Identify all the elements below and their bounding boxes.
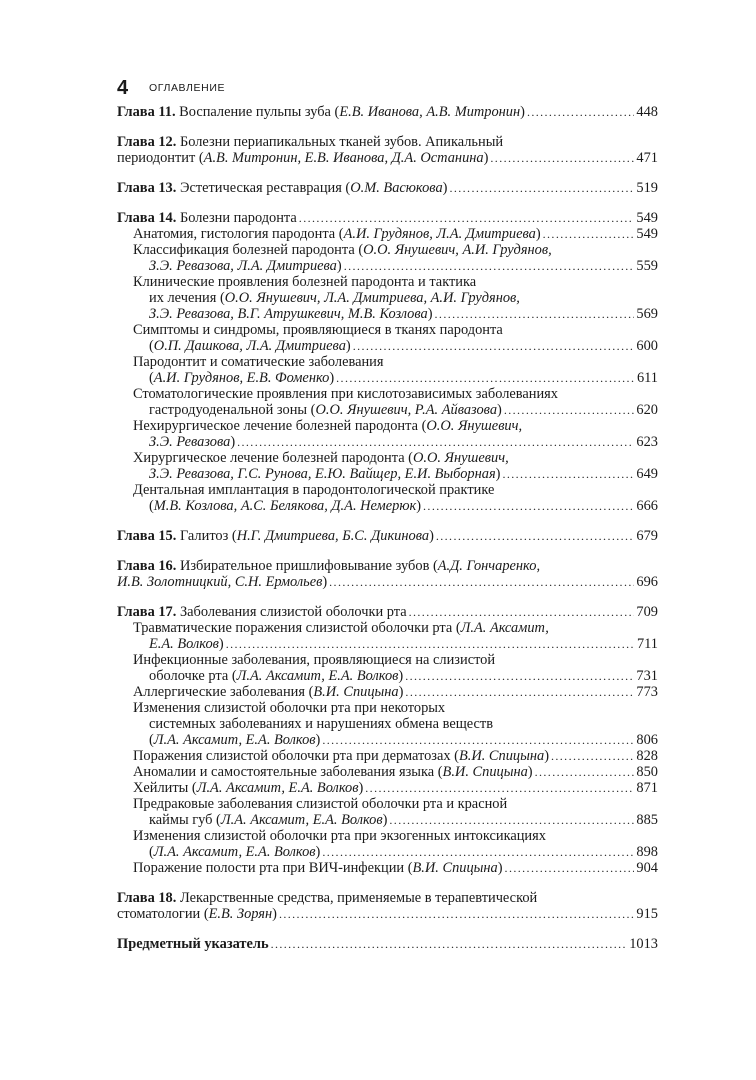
section-entry [117, 482, 658, 514]
author-names: З.Э. Ревазова, В.Г. Атрушкевич, М.В. Козлова [149, 306, 428, 322]
section-line [149, 338, 658, 354]
entry-title: системных заболеваниях и нарушениях обмена веществ [149, 716, 494, 732]
entry-title: ) [497, 860, 503, 876]
entry-title: Предраковые заболевания слизистой оболочки рта и красной [133, 796, 508, 812]
entry-title: ) [315, 732, 321, 748]
page-ref: 904 [636, 860, 658, 876]
chapter-line [117, 604, 658, 620]
leader-dots [423, 498, 634, 514]
section-line [133, 226, 658, 242]
entry-text [149, 636, 226, 652]
chapter-entry [117, 936, 658, 952]
author-names: О.П. Дашкова, Л.А. Дмитриева [153, 338, 346, 354]
entry-title: ) [382, 812, 388, 828]
entry-title: Пародонтит и соматические заболевания [133, 354, 384, 370]
page-ref: 898 [636, 844, 658, 860]
page-ref: 885 [636, 812, 658, 828]
section-line [133, 354, 658, 370]
section-line [149, 668, 658, 684]
entry-title: ) [345, 338, 351, 354]
entry-title: ( [149, 732, 154, 748]
entry-title: Нехирургическое лечение болезней пародонта ( [133, 418, 427, 434]
entry-title: гастродуоденальной зоны ( [149, 402, 316, 418]
leader-dots [299, 210, 635, 226]
section-line [133, 274, 658, 290]
chapter-label: Глава 13. [117, 180, 177, 196]
leader-dots [279, 906, 634, 922]
page-ref: 850 [636, 764, 658, 780]
section-entry [117, 274, 658, 322]
entry-text [149, 402, 504, 418]
leader-dots [365, 780, 634, 796]
entry-text [117, 906, 279, 922]
author-names: А.Д. Гончаренко, [437, 558, 541, 574]
page-ref: 1013 [629, 936, 658, 952]
entry-title: ) [315, 844, 321, 860]
author-names: З.Э. Ревазова [149, 434, 231, 450]
entry-title: ) [544, 748, 549, 764]
entry-title: ) [520, 104, 525, 120]
page-ref: 773 [636, 684, 658, 700]
section-entry [117, 780, 658, 796]
chapter-line [117, 936, 658, 952]
entry-text [149, 258, 344, 274]
leader-dots [436, 528, 635, 544]
entry-title: Поражение полости рта при ВИЧ-инфекции ( [133, 860, 413, 876]
page-ref: 448 [636, 104, 658, 120]
page-ref: 623 [636, 434, 658, 450]
page-ref: 559 [636, 258, 658, 274]
section-line [133, 684, 658, 700]
leader-dots [271, 936, 628, 952]
section-line [133, 482, 658, 498]
entry-title: оболочке рта ( [149, 668, 237, 684]
chapter-line [117, 574, 658, 590]
author-names: М.В. Козлова, А.С. Белякова, Д.А. Немерюк [153, 498, 417, 514]
entry-title: Анатомия, гистология пародонта ( [133, 226, 344, 242]
chapter-label: Глава 12. [117, 134, 177, 150]
chapter-entry [117, 180, 658, 196]
entry-title: ) [336, 258, 342, 274]
leader-dots [449, 180, 634, 196]
author-names: В.И. Спицына [412, 860, 498, 876]
entry-title: ) [322, 574, 328, 590]
chapter-entry [117, 890, 658, 922]
chapter-label: Глава 14. [117, 210, 177, 226]
chapter-line [117, 134, 658, 150]
entry-title: Симптомы и синдромы, проявляющиеся в тканях пародонта [133, 322, 503, 338]
author-names: А.И. Грудянов, Е.В. Фоменко [153, 370, 330, 386]
chapter-label: Предметный указатель [117, 936, 269, 952]
leader-dots [527, 104, 634, 120]
section-line [149, 466, 658, 482]
section-entry [117, 764, 658, 780]
entry-title: ) [497, 402, 502, 418]
page-ref: 666 [636, 498, 658, 514]
entry-text [133, 748, 551, 764]
leader-dots [389, 812, 634, 828]
section-entry [117, 322, 658, 354]
section-line [133, 764, 658, 780]
page-ref: 549 [636, 210, 658, 226]
section-title: ОГЛАВЛЕНИЕ [149, 82, 226, 94]
entry-text [117, 936, 271, 952]
chapter-entry [117, 558, 658, 590]
page-ref: 471 [636, 150, 658, 166]
page-ref: 871 [636, 780, 658, 796]
entry-text [149, 844, 322, 860]
section-line [133, 652, 658, 668]
section-line [133, 700, 658, 716]
author-names: З.Э. Ревазова, Г.С. Рунова, Е.Ю. Вайщер, Е.И. Выборная [149, 466, 496, 482]
leader-dots [405, 668, 634, 684]
entry-title: Болезни пародонта [176, 210, 297, 226]
entry-title: ) [527, 764, 533, 780]
author-names: Е.В. Зорян [208, 906, 273, 922]
entry-title: ) [483, 150, 489, 166]
author-names: О.О. Янушевич, Р.А. Айвазова [315, 402, 498, 418]
entry-title: Клинические проявления болезней пародонта и тактика [133, 274, 477, 290]
page-number: 4 [117, 77, 129, 99]
entry-title: Дентальная имплантация в пародонтологической практике [133, 482, 495, 498]
running-header [117, 78, 657, 102]
leader-dots [336, 370, 635, 386]
author-names: З.Э. Ревазова, Л.А. Дмитриева [149, 258, 337, 274]
leader-dots [405, 684, 634, 700]
entry-title: ) [358, 780, 364, 796]
section-line [149, 498, 658, 514]
entry-text [149, 498, 423, 514]
entry-title: Болезни периапикальных тканей зубов. Апикальный [176, 134, 504, 150]
section-entry [117, 450, 658, 482]
entry-title: каймы губ ( [149, 812, 221, 828]
entry-text [117, 150, 490, 166]
section-entry [117, 828, 658, 860]
author-names: Л.А. Аксамит, Е.А. Волков [153, 844, 316, 860]
author-names: О.О. Янушевич, Л.А. Дмитриева, А.И. Грудянов, [224, 290, 520, 306]
section-line [133, 828, 658, 844]
chapter-entry [117, 604, 658, 876]
entry-title: Травматические поражения слизистой оболочки рта ( [133, 620, 461, 636]
author-names: А.И. Грудянов, Л.А. Дмитриева [343, 226, 536, 242]
page-ref: 620 [636, 402, 658, 418]
author-names: О.О. Янушевич, [426, 418, 523, 434]
author-names: Л.А. Аксамит, Е.А. Волков [153, 732, 316, 748]
entry-title: Инфекционные заболевания, проявляющиеся на слизистой [133, 652, 496, 668]
entry-title: Аллергические заболевания ( [133, 684, 314, 700]
leader-dots [353, 338, 635, 354]
section-entry [117, 700, 658, 748]
entry-text [149, 434, 237, 450]
section-line [149, 402, 658, 418]
section-line [149, 290, 658, 306]
entry-text [117, 210, 299, 226]
section-line [149, 370, 658, 386]
author-names: В.И. Спицына [458, 748, 545, 764]
leader-dots [237, 434, 634, 450]
entry-text [117, 574, 329, 590]
page-ref: 828 [636, 748, 658, 764]
page-ref: 806 [636, 732, 658, 748]
author-names: Е.В. Иванова, А.В. Митронин [339, 104, 521, 120]
chapter-line [117, 180, 658, 196]
section-line [149, 636, 658, 652]
leader-dots [435, 306, 635, 322]
entry-title: Хейлиты ( [133, 780, 197, 796]
section-entry [117, 386, 658, 418]
entry-text [149, 668, 405, 684]
chapter-entry [117, 134, 658, 166]
leader-dots [490, 150, 634, 166]
chapter-line [117, 528, 658, 544]
table-of-contents [117, 104, 658, 966]
page-ref: 549 [636, 226, 658, 242]
chapter-label: Глава 18. [117, 890, 177, 906]
entry-title: ) [495, 466, 501, 482]
chapter-entry [117, 104, 658, 120]
section-line [133, 620, 658, 636]
section-line [133, 242, 658, 258]
entry-title: ) [442, 180, 448, 196]
section-line [133, 780, 658, 796]
author-names: О.М. Васюкова [350, 180, 443, 196]
entry-text [149, 466, 502, 482]
entry-title: ) [218, 636, 224, 652]
author-names: О.О. Янушевич, [412, 450, 509, 466]
section-line [133, 418, 658, 434]
leader-dots [322, 844, 634, 860]
entry-title: их лечения ( [149, 290, 225, 306]
author-names: Е.А. Волков [149, 636, 219, 652]
entry-title: стоматологии ( [117, 906, 209, 922]
entry-text [149, 306, 435, 322]
entry-title: ( [149, 844, 154, 860]
page-ref: 649 [636, 466, 658, 482]
page-ref: 731 [636, 668, 658, 684]
section-entry [117, 796, 658, 828]
section-line [149, 732, 658, 748]
entry-title: ( [149, 338, 154, 354]
author-names: Н.Г. Дмитриева, Б.С. Дикинова [236, 528, 430, 544]
section-line [149, 434, 658, 450]
entry-text [117, 528, 436, 544]
entry-text [133, 860, 505, 876]
leader-dots [535, 764, 635, 780]
section-line [149, 812, 658, 828]
leader-dots [551, 748, 634, 764]
entry-text [117, 180, 449, 196]
chapter-entry [117, 528, 658, 544]
section-entry [117, 226, 658, 242]
entry-text [133, 226, 543, 242]
page-ref: 711 [636, 636, 658, 652]
entry-title: Поражения слизистой оболочки рта при дерматозах ( [133, 748, 459, 764]
chapter-line [117, 210, 658, 226]
entry-title: ) [230, 434, 236, 450]
page-ref: 569 [636, 306, 658, 322]
entry-title: Изменения слизистой оболочки рта при экзогенных интоксикациях [133, 828, 546, 844]
page-ref: 611 [636, 370, 658, 386]
chapter-entry [117, 210, 658, 514]
leader-dots [409, 604, 635, 620]
entry-text [133, 780, 365, 796]
page-ref: 519 [636, 180, 658, 196]
author-names: Л.А. Аксамит, Е.А. Волков [196, 780, 359, 796]
entry-title: Классификация болезней пародонта ( [133, 242, 364, 258]
entry-title: ) [398, 684, 404, 700]
entry-text [149, 732, 322, 748]
leader-dots [329, 574, 634, 590]
chapter-line [117, 104, 658, 120]
author-names: Л.А. Аксамит, Е.А. Волков [220, 812, 383, 828]
chapter-line [117, 150, 658, 166]
author-names: А.В. Митронин, Е.В. Иванова, Д.А. Останина [203, 150, 484, 166]
section-line [133, 322, 658, 338]
chapter-line [117, 906, 658, 922]
section-line [133, 386, 658, 402]
author-names: О.О. Янушевич, А.И. Грудянов, [363, 242, 552, 258]
entry-text [133, 764, 535, 780]
entry-title: Изменения слизистой оболочки рта при некоторых [133, 700, 446, 716]
leader-dots [502, 466, 634, 482]
entry-title: ( [149, 498, 154, 514]
author-names: Л.А. Аксамит, Е.А. Волков [236, 668, 399, 684]
entry-text [117, 104, 527, 120]
page-ref: 696 [636, 574, 658, 590]
section-line [149, 258, 658, 274]
entry-title: Эстетическая реставрация ( [176, 180, 351, 196]
page-ref: 709 [636, 604, 658, 620]
entry-title: ) [427, 306, 433, 322]
section-entry [117, 354, 658, 386]
page-ref: 600 [636, 338, 658, 354]
leader-dots [322, 732, 634, 748]
entry-title: Избирательное пришлифовывание зубов ( [176, 558, 438, 574]
section-entry [117, 860, 658, 876]
leader-dots [344, 258, 635, 274]
chapter-label: Глава 11. [117, 104, 176, 120]
author-names: В.И. Спицына [313, 684, 399, 700]
entry-title: ) [398, 668, 404, 684]
section-entry [117, 684, 658, 700]
section-line [149, 716, 658, 732]
section-line [133, 450, 658, 466]
section-line [149, 306, 658, 322]
entry-text [149, 370, 336, 386]
section-line [149, 844, 658, 860]
section-entry [117, 748, 658, 764]
leader-dots [226, 636, 635, 652]
section-line [133, 860, 658, 876]
leader-dots [504, 402, 635, 418]
entry-title: Заболевания слизистой оболочки рта [176, 604, 407, 620]
entry-text [149, 338, 353, 354]
section-entry [117, 620, 658, 652]
entry-text [133, 684, 405, 700]
section-line [133, 796, 658, 812]
page-ref: 915 [636, 906, 658, 922]
author-names: В.И. Спицына [442, 764, 528, 780]
entry-title: ) [535, 226, 541, 242]
leader-dots [543, 226, 635, 242]
entry-text [149, 812, 389, 828]
page-ref: 679 [636, 528, 658, 544]
entry-title: ) [429, 528, 434, 544]
entry-title: ) [272, 906, 277, 922]
entry-title: ) [329, 370, 335, 386]
section-entry [117, 242, 658, 274]
chapter-label: Глава 17. [117, 604, 177, 620]
author-names: И.В. Золотницкий, С.Н. Ермольев [117, 574, 323, 590]
section-entry [117, 652, 658, 684]
chapter-label: Глава 16. [117, 558, 177, 574]
entry-title: Стоматологические проявления при кислотозависимых заболеваниях [133, 386, 558, 402]
entry-title: Хирургическое лечение болезней пародонта ( [133, 450, 413, 466]
entry-text [117, 604, 409, 620]
entry-title: ( [149, 370, 154, 386]
section-line [133, 748, 658, 764]
author-names: Л.А. Аксамит, [460, 620, 549, 636]
chapter-label: Глава 15. [117, 528, 177, 544]
entry-title: ) [416, 498, 422, 514]
entry-title: Аномалии и самостоятельные заболевания языка ( [133, 764, 443, 780]
entry-title: периодонтит ( [117, 150, 204, 166]
section-entry [117, 418, 658, 450]
chapter-line [117, 890, 658, 906]
entry-title: Галитоз ( [176, 528, 237, 544]
entry-title: Лекарственные средства, применяемые в терапевтической [176, 890, 538, 906]
leader-dots [505, 860, 635, 876]
entry-title: Воспаление пульпы зуба ( [175, 104, 340, 120]
chapter-line [117, 558, 658, 574]
